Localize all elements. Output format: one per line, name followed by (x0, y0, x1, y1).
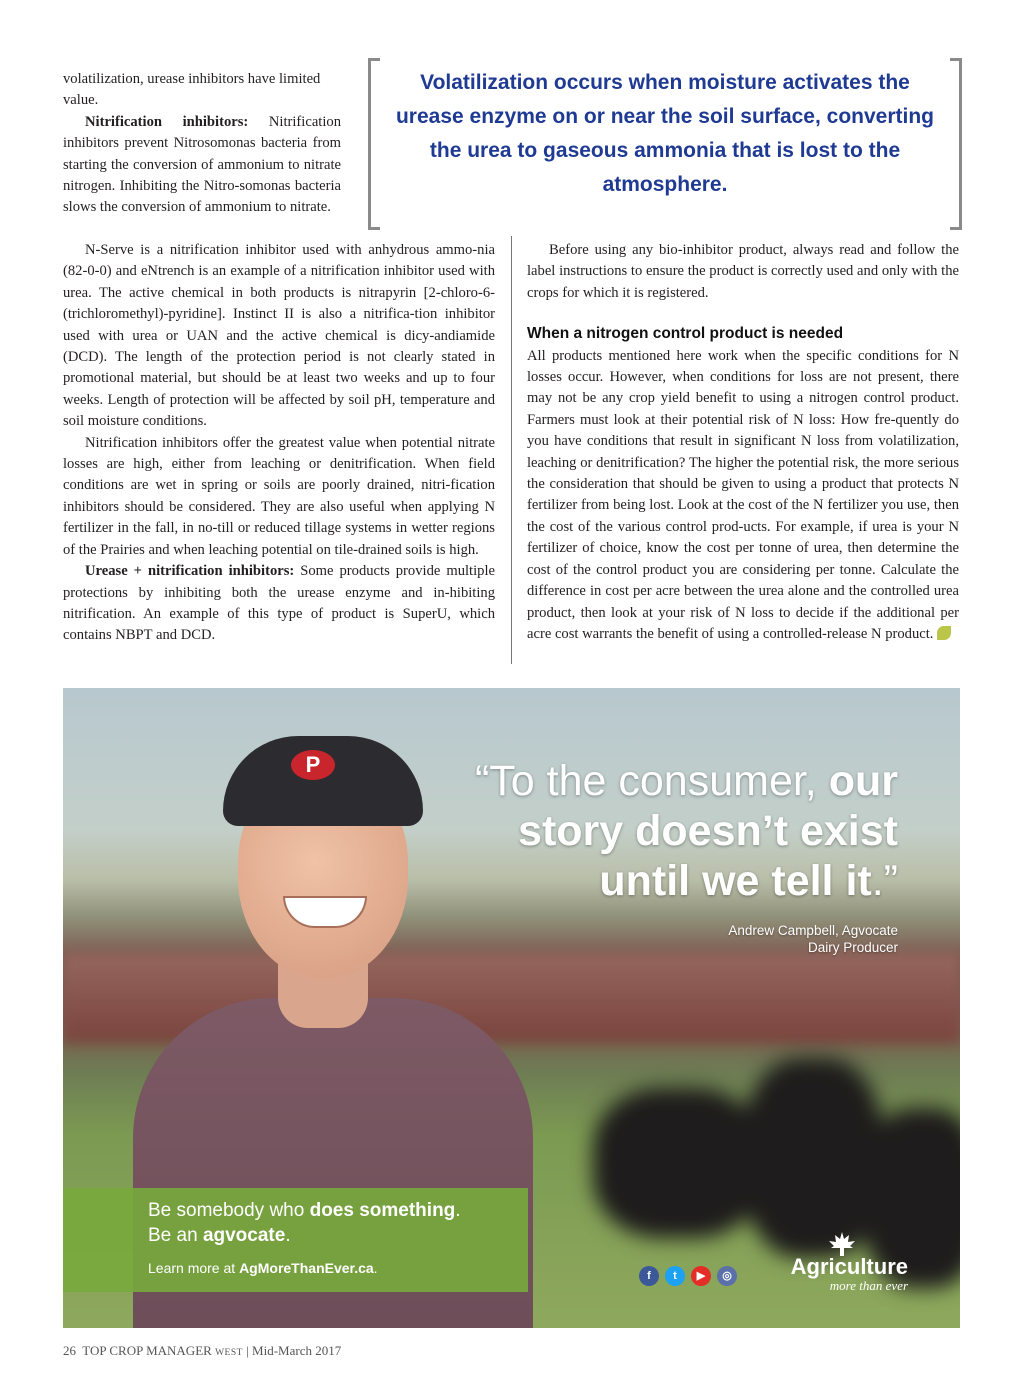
youtube-icon[interactable]: ▶ (691, 1266, 711, 1286)
agvocate-advertisement (63, 688, 960, 1328)
quote-part: our (828, 757, 898, 805)
paragraph-heading: Urease + nitrification inhibitors: (85, 563, 295, 580)
left-bracket (368, 58, 380, 230)
quote-part: .” (871, 857, 898, 905)
quote-attribution (728, 922, 898, 956)
ad-quote (338, 756, 898, 906)
magazine-name: TOP CROP MANAGER (82, 1343, 212, 1358)
issue-date: Mid-March 2017 (252, 1343, 342, 1358)
cap-logo: P (291, 750, 335, 780)
paragraph: Before using any bio-inhibitor product, always read and follow the label instructions to ensure the product is correctly used and only with the crops for which it is registered. (527, 242, 959, 301)
paragraph: volatilization, urease inhibitors have limited value. (63, 71, 321, 109)
quote-part: until we tell it (599, 857, 872, 905)
section-heading: When a nitrogen control product is needed (527, 325, 844, 343)
paragraph-body: Nitrification inhibitors prevent Nitrosomonas bacteria from starting the conversion of ammonium to nitrate nitrogen. Inhibiting the Nitro-somonas bacteria slows the conversion of ammonium to nitrate. (63, 113, 341, 216)
right-bracket (950, 58, 962, 230)
twitter-icon[interactable]: t (665, 1266, 685, 1286)
page-number: 26 (63, 1343, 76, 1358)
leaf-end-icon (937, 626, 951, 640)
separator: | (246, 1343, 249, 1358)
paragraph: N-Serve is a nitrification inhibitor used with anhydrous ammo-nia (82-0-0) and eNtrench is an example of a nitrification inhibitor used with urea. The active chemical in both products is nitrapyrin [2-chloro-6-(trichloromethyl)-pyridine]. Instinct II is also a nitrifica-tion inhibitor used with urea or UAN and the active chemical is dicy-andiamide (DCD). The length of the protection period is not clearly stated in promotional material, but should be at least two weeks and up to four weeks. Length of protection will be affected by soil pH, temperature and soil moisture conditions. (63, 242, 495, 430)
column2 (527, 240, 959, 645)
ad-green-banner (63, 1188, 528, 1292)
paragraph-body: All products mentioned here work when the specific conditions for N losses occur. However, when conditions for loss are not present, there may not be any crop yield benefit to using a nitrogen control product. Farmers must look at their potential risk of N loss: How fre-quently do you have conditions that result in significant N loss from volatilization, leaching or denitrification? The higher the potential risk, the more serious the consideration that should be given to using a product that protects N fertilizer from being lost. Look at the cost of the N fertilizer you use, then the cost of the various control prod-ucts. For example, if urea is your N fertilizer of choice, know the cost per tonne of urea, then determine the cost of the control product you are considering per tonne. Calculate the difference in cost per acre between the urea alone and the controlled urea product, then look at your risk of N loss to decide if the additional per acre cost warrants the benefit of using a controlled-release N product. (527, 347, 959, 642)
ad-learn-more: Learn more at AgMoreThanEver.ca. (148, 1260, 378, 1276)
facebook-icon[interactable]: f (639, 1266, 659, 1286)
pull-quote-text: Volatilization occurs when moisture activates the urease enzyme on or near the soil surface, converting the urea to gaseous ammonia that is lost to the atmosphere. (395, 71, 934, 196)
quote-part: story doesn’t exist (518, 807, 898, 855)
page-footer (63, 1343, 341, 1359)
paragraph: Nitrification inhibitors offer the greatest value when potential nitrate losses are high, either from leaching or denitrification. When field conditions are wet in spring or soils are poorly drained, nitri-fication inhibitors should be considered. They are also useful when applying N fertilizer in the fall, in no-till or reduced tillage systems in wetter regions of the Prairies and when leaching potential on tile-drained soils is high. (63, 434, 495, 558)
paragraph (527, 346, 959, 646)
paragraph (63, 561, 495, 647)
paragraph-heading: Nitrification inhibitors: (85, 113, 249, 130)
column1-bottom (63, 240, 495, 647)
instagram-icon[interactable]: ◎ (717, 1266, 737, 1286)
attribution-name: Andrew Campbell, Agvocate (728, 923, 898, 938)
column-divider (511, 236, 512, 664)
ad-tagline: Be somebody who does something. Be an agvocate. (148, 1200, 461, 1246)
agriculture-more-than-ever-logo (758, 1232, 908, 1292)
attribution-role: Dairy Producer (807, 940, 898, 955)
column1-top (63, 69, 341, 219)
maple-leaf-icon (828, 1232, 856, 1256)
paragraph (63, 112, 341, 219)
quote-part: “To the consumer, (474, 757, 829, 805)
edition: WEST (215, 1348, 243, 1358)
ad-website-link[interactable]: AgMoreThanEver.ca (239, 1260, 374, 1276)
paragraph-body: Some products provide multiple protections by inhibiting both the urease enzyme and in-hibiting nitrification. An example of this type of product is SuperU, which contains NBPT and DCD. (63, 563, 495, 644)
logo-text: Agriculture (790, 1254, 908, 1279)
logo-subtext: more than ever (829, 1278, 908, 1293)
pull-quote (368, 58, 962, 230)
